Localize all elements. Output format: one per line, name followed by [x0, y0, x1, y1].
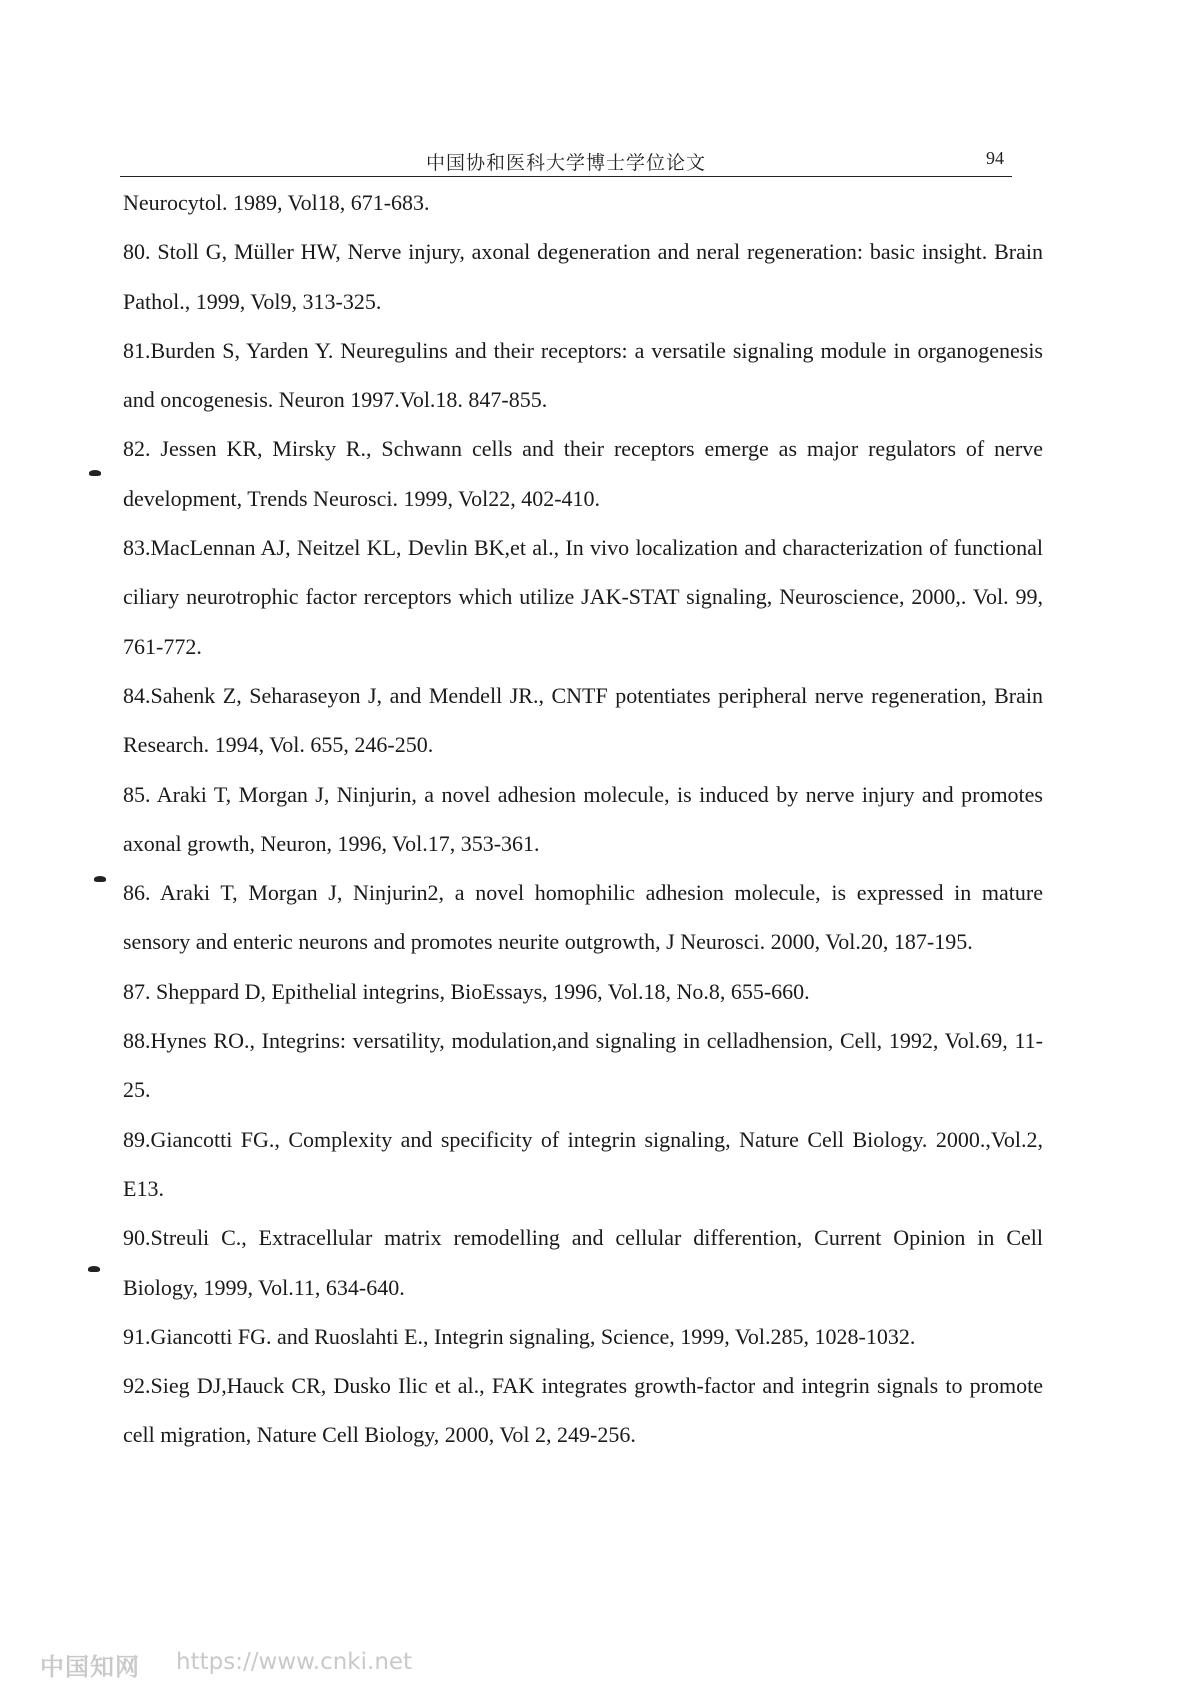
margin-mark	[94, 876, 106, 882]
reference-item: 81.Burden S, Yarden Y. Neuregulins and their receptors: a versatile signaling module in organogenesis and oncogenesis. Neuron 1997.Vol.18. 847-855.	[123, 337, 1043, 413]
reference-item: 92.Sieg DJ,Hauck CR, Dusko Ilic et al., FAK integrates growth-factor and integrin signals to promote cell migration, Nature Cell Biology, 2000, Vol 2, 249-256.	[123, 1373, 1043, 1448]
reference-item: 88.Hynes RO., Integrins: versatility, modulation,and signaling in celladhension, Cell, 1992, Vol.69, 11-25.	[123, 1028, 1043, 1103]
reference-item: 85. Araki T, Morgan J, Ninjurin, a novel adhesion molecule, is induced by nerve injury and promotes axonal growth, Neuron, 1996, Vol.17, 353-361.	[123, 781, 1043, 856]
margin-mark	[89, 470, 101, 476]
reference-item: 84.Sahenk Z, Seharaseyon J, and Mendell JR., CNTF potentiates peripheral nerve regeneration, Brain Research. 1994, Vol. 655, 246-250.	[123, 682, 1043, 758]
reference-item: 90.Streuli C., Extracellular matrix remodelling and cellular differention, Current Opinion in Cell Biology, 1999, Vol.11, 634-640.	[123, 1225, 1043, 1300]
reference-item: 83.MacLennan AJ, Neitzel KL, Devlin BK,et al., In vivo localization and characterization of functional ciliary neurotrophic factor rerceptors which utilize JAK-STAT signaling, Neuroscience, 2000,. Vol. 99, 761-772.	[123, 535, 1043, 659]
thesis-title: 中国协和医科大学博士学位论文	[425, 153, 706, 174]
page-number: 94	[986, 148, 1004, 168]
reference-item: 87. Sheppard D, Epithelial integrins, BioEssays, 1996, Vol.18, No.8, 655-660.	[123, 978, 810, 1004]
reference-item: 89.Giancotti FG., Complexity and specificity of integrin signaling, Nature Cell Biology. 2000.,Vol.2, E13.	[123, 1126, 1043, 1201]
page-header	[120, 148, 1012, 177]
reference-item: 80. Stoll G, Müller HW, Nerve injury, axonal degeneration and neral regeneration: basic insight. Brain Pathol., 1999, Vol9, 313-325.	[123, 239, 1043, 314]
reference-item: Neurocytol. 1989, Vol18, 671-683.	[123, 190, 430, 215]
reference-item: 91.Giancotti FG. and Ruoslahti E., Integrin signaling, Science, 1999, Vol.285, 1028-1032.	[123, 1323, 916, 1349]
reference-item: 86. Araki T, Morgan J, Ninjurin2, a novel homophilic adhesion molecule, is expressed in mature sensory and enteric neurons and promotes neurite outgrowth, J Neurosci. 2000, Vol.20, 187-195.	[123, 880, 1043, 955]
reference-list	[123, 178, 1043, 1460]
margin-mark	[88, 1266, 100, 1272]
reference-item: 82. Jessen KR, Mirsky R., Schwann cells and their receptors emerge as major regulators of nerve development, Trends Neurosci. 1999, Vol22, 402-410.	[123, 436, 1043, 511]
cnki-logo: 中国知网	[40, 1653, 140, 1681]
cnki-url[interactable]: https://www.cnki.net	[176, 1649, 413, 1675]
